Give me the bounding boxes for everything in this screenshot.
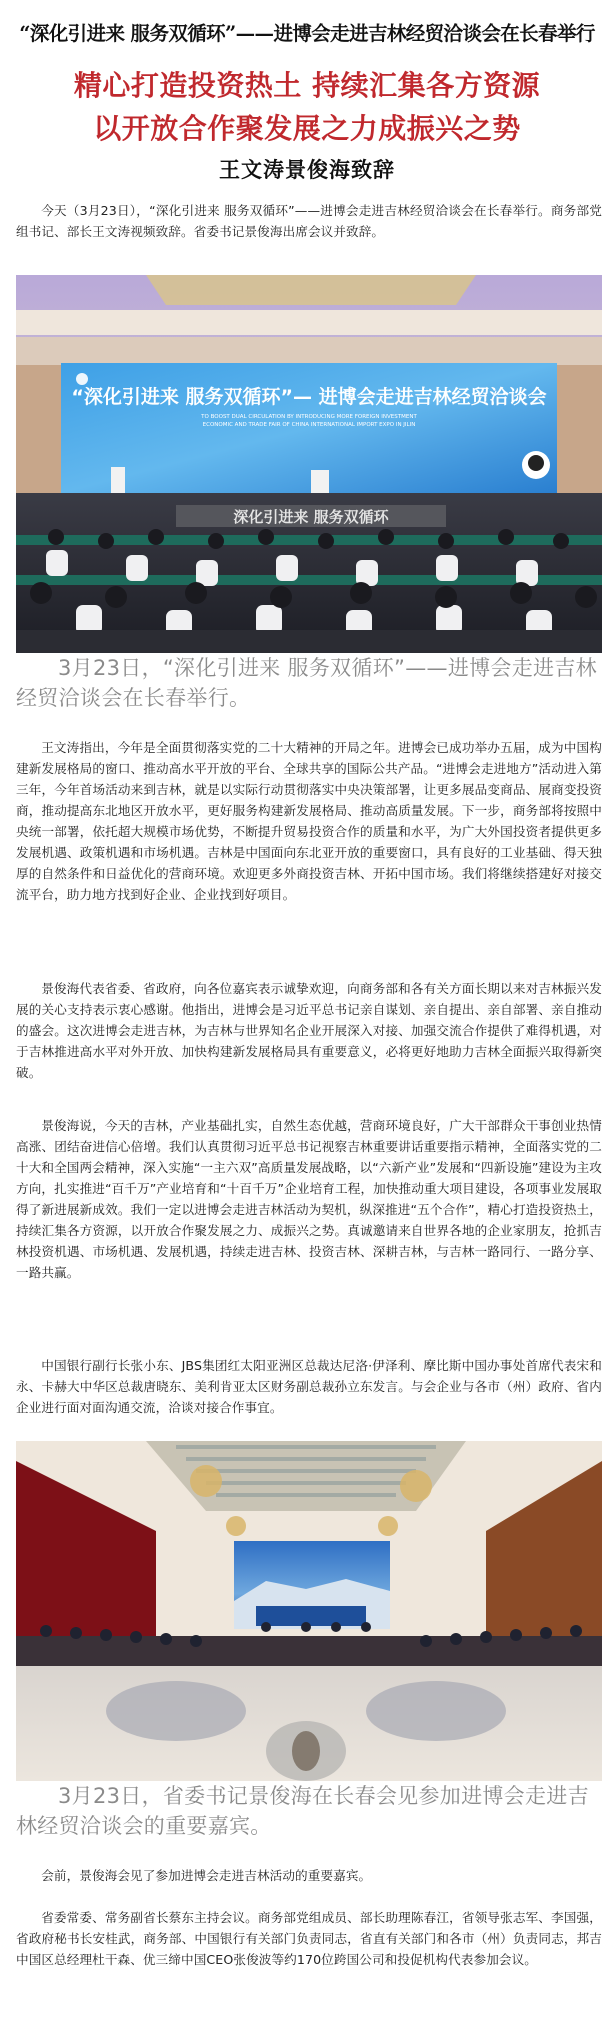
article-subtitle: 王文涛景俊海致辞 (219, 157, 395, 182)
paragraph-meeting: 会前，景俊海会见了参加进博会走进吉林活动的重要嘉宾。 (41, 1868, 372, 1883)
screen-title: “深化引进来 服务双循环”— 进博会走进吉林经贸洽谈会 (71, 386, 547, 408)
meeting-photo (16, 1441, 602, 1781)
article-kicker: “深化引进来 服务双循环”——进博会走进吉林经贸洽谈会在长春举行 (19, 22, 595, 45)
stage-banner-text: 深化引进来 服务双循环 (233, 508, 389, 526)
stage-screen (61, 363, 557, 493)
paragraph-speakers: 中国银行副行长张小东、JBS集团红太阳亚洲区总裁达尼洛·伊泽利、摩比斯中国办事处首席代表宋和永、卡赫大中华区总裁唐晓东、美利肯亚太区财务副总裁孙立东发言。与会企业与各市（州）政府、省内企业进行面对面沟通交流，洽谈对接合作事宜。 (16, 1358, 602, 1415)
paragraph-jing-junhai-jilin: 景俊海说，今天的吉林，产业基础扎实，自然生态优越，营商环境良好，广大干部群众干事创业热情高涨、团结奋进信心倍增。我们认真贯彻习近平总书记视察吉林重要讲话重要指示精神，全面落实党的二十大和全国两会精神，深入实施“一主六双”高质量发展战略，以“六新产业”发展和“四新设施”建设为主攻方向，扎实推进“百千万”产业培育和“十百千万”企业培育工程，加快推动重大项目建设，各项事业发展取得了新进展新成效。我们一定以进博会走进吉林活动为契机，纵深推进“五个合作”，精心打造投资热土，持续汇集各方资源，以开放合作聚发展之力、成振兴之势。真诚邀请来自世界各地的企业家朋友，抢抓吉林投资机遇、市场机遇、发展机遇，持续走进吉林、投资吉林、深耕吉林，与吉林一路同行、一路分享、一路共赢。 (16, 1118, 602, 1280)
paragraph-attendees: 省委常委、常务副省长蔡东主持会议。商务部党组成员、部长助理陈春江，省领导张志军、李国强，省政府秘书长安桂武，商务部、中国银行有关部门负责同志，省直有关部门和各市（州）负责同志，邦吉中国区总经理杜干森、优三缔中国CEO张俊波等约170位跨国公司和投促机构代表参加会议。 (16, 1910, 602, 1967)
meeting-photo-image (16, 1441, 602, 1781)
conference-photo-image (16, 275, 602, 653)
conference-photo-caption: 3月23日，“深化引进来 服务双循环”——进博会走进吉林经贸洽谈会在长春举行。 (16, 656, 597, 710)
conference-photo (16, 275, 602, 653)
paragraph-jing-junhai-welcome: 景俊海代表省委、省政府，向各位嘉宾表示诚挚欢迎，向商务部和各有关方面长期以来对吉林振兴发展的关心支持表示衷心感谢。他指出，进博会是习近平总书记亲自谋划、亲自提出、亲自部署、亲自推动的盛会。这次进博会走进吉林，为吉林与世界知名企业开展深入对接、加强交流合作提供了难得机遇，对于吉林推进高水平对外开放、加快构建新发展格局具有重要意义，必将更好地助力吉林全面振兴取得新突破。 (16, 981, 602, 1080)
paragraph-wang-wentao: 王文涛指出，今年是全面贯彻落实党的二十大精神的开局之年。进博会已成功举办五届，成为中国构建新发展格局的窗口、推动高水平开放的平台、全球共享的国际公共产品。“进博会走进地方”活动进入第三年，今年首场活动来到吉林，就是以实际行动贯彻落实中央决策部署，让更多展品变商品、展商变投资商，推动提高东北地区开放水平，更好服务构建新发展格局、推动高质量发展。下一步，商务部将按照中央统一部署，依托超大规模市场优势，不断提升贸易投资合作的质量和水平，为广大外国投资者提供更多发展机遇、政策机遇和市场机遇。吉林是中国面向东北亚开放的重要窗口，具有良好的工业基础、得天独厚的自然条件和日益优化的营商环境。欢迎更多外商投资吉林、开拓中国市场。我们将继续搭建好对接交流平台，助力地方找到好企业、企业找到好项目。 (16, 740, 602, 902)
article-title-line-1: 精心打造投资热土 持续汇集各方资源 (73, 69, 541, 102)
article-title-line-2: 以开放合作聚发展之力成振兴之势 (93, 112, 521, 145)
screen-en-line-1: TO BOOST DUAL CIRCULATION BY INTRODUCING MORE FOREIGN INVESTMENT (201, 414, 417, 420)
screen-en-line-2: ECONOMIC AND TRADE FAIR OF CHINA INTERNATIONAL IMPORT EXPO IN JILIN (202, 422, 416, 428)
paragraph-intro: 今天（3月23日），“深化引进来 服务双循环”——进博会走进吉林经贸洽谈会在长春举行。商务部党组书记、部长王文涛视频致辞。省委书记景俊海出席会议并致辞。 (16, 203, 602, 239)
meeting-photo-caption: 3月23日，省委书记景俊海在长春会见参加进博会走进吉林经贸洽谈会的重要嘉宾。 (16, 1784, 589, 1838)
